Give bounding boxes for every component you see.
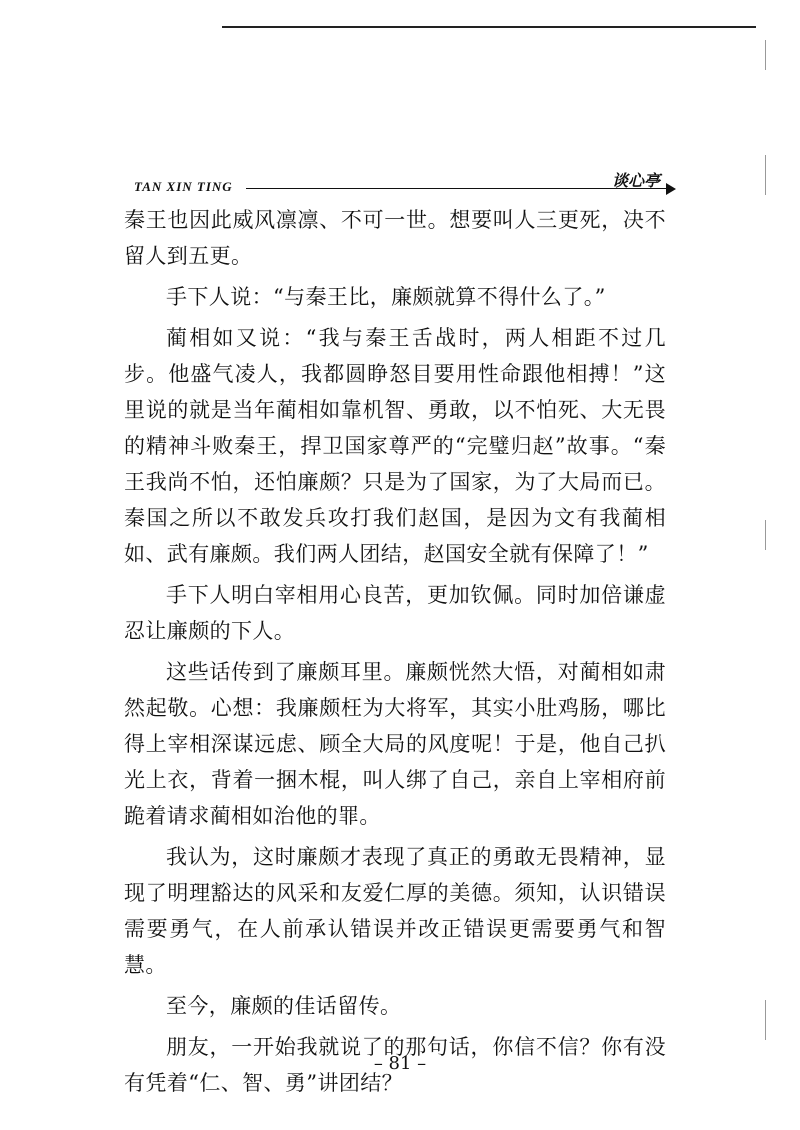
paragraph: 蔺相如又说：“我与秦王舌战时，两人相距不过几步。他盛气凌人，我都圆睁怒目要用性命跟他相搏！”这里说的就是当年蔺相如靠机智、勇敢，以不怕死、大无畏的精神斗败秦王，捍卫国家尊严的“完璧归赵”故事。“秦王我尚不怕，还怕廉颇？只是为了国家，为了大局而已。秦国之所以不敢发兵攻打我们赵国，是因为文有我蔺相如、武有廉颇。我们两人团结，赵国安全就有保障了！” bbox=[124, 326, 666, 566]
edge-mark bbox=[765, 1000, 766, 1040]
paragraph: 手下人说：“与秦王比，廉颇就算不得什么了。” bbox=[166, 285, 606, 309]
header-left-text: TAN XIN TING bbox=[134, 179, 233, 194]
top-rule bbox=[222, 26, 756, 28]
header-right-text: 谈心亭 bbox=[612, 171, 661, 190]
running-header bbox=[134, 170, 674, 200]
paragraph: 至今，廉颇的佳话留传。 bbox=[166, 994, 402, 1018]
paragraph: 我认为，这时廉颇才表现了真正的勇敢无畏精神，显现了明理豁达的风采和友爱仁厚的美德。须知，认识错误需要勇气，在人前承认错误并改正错误更需要勇气和智慧。 bbox=[124, 845, 666, 977]
edge-mark bbox=[765, 520, 766, 550]
edge-mark bbox=[765, 155, 766, 195]
paragraph: 这些话传到了廉颇耳里。廉颇恍然大悟，对蔺相如肃然起敬。心想：我廉颇枉为大将军，其实小肚鸡肠，哪比得上宰相深谋远虑、顾全大局的风度呢！于是，他自己扒光上衣，背着一捆木棍，叫人绑了自己，亲自上宰相府前跪着请求蔺相如治他的罪。 bbox=[124, 660, 666, 828]
paragraph: 朋友，一开始我就说了的那句话，你信不信？你有没有凭着“仁、智、勇”讲团结？ bbox=[124, 1035, 666, 1095]
paragraph: 秦王也因此威风凛凛、不可一世。想要叫人三更死，决不留人到五更。 bbox=[124, 208, 666, 268]
page-number: – 81 – bbox=[373, 1053, 427, 1074]
header-line bbox=[246, 188, 670, 189]
body-text bbox=[124, 202, 666, 1101]
paragraph: 手下人明白宰相用心良苦，更加钦佩。同时加倍谦虚忍让廉颇的下人。 bbox=[124, 583, 666, 643]
header-arrow-icon bbox=[666, 183, 676, 195]
edge-mark bbox=[765, 40, 766, 70]
